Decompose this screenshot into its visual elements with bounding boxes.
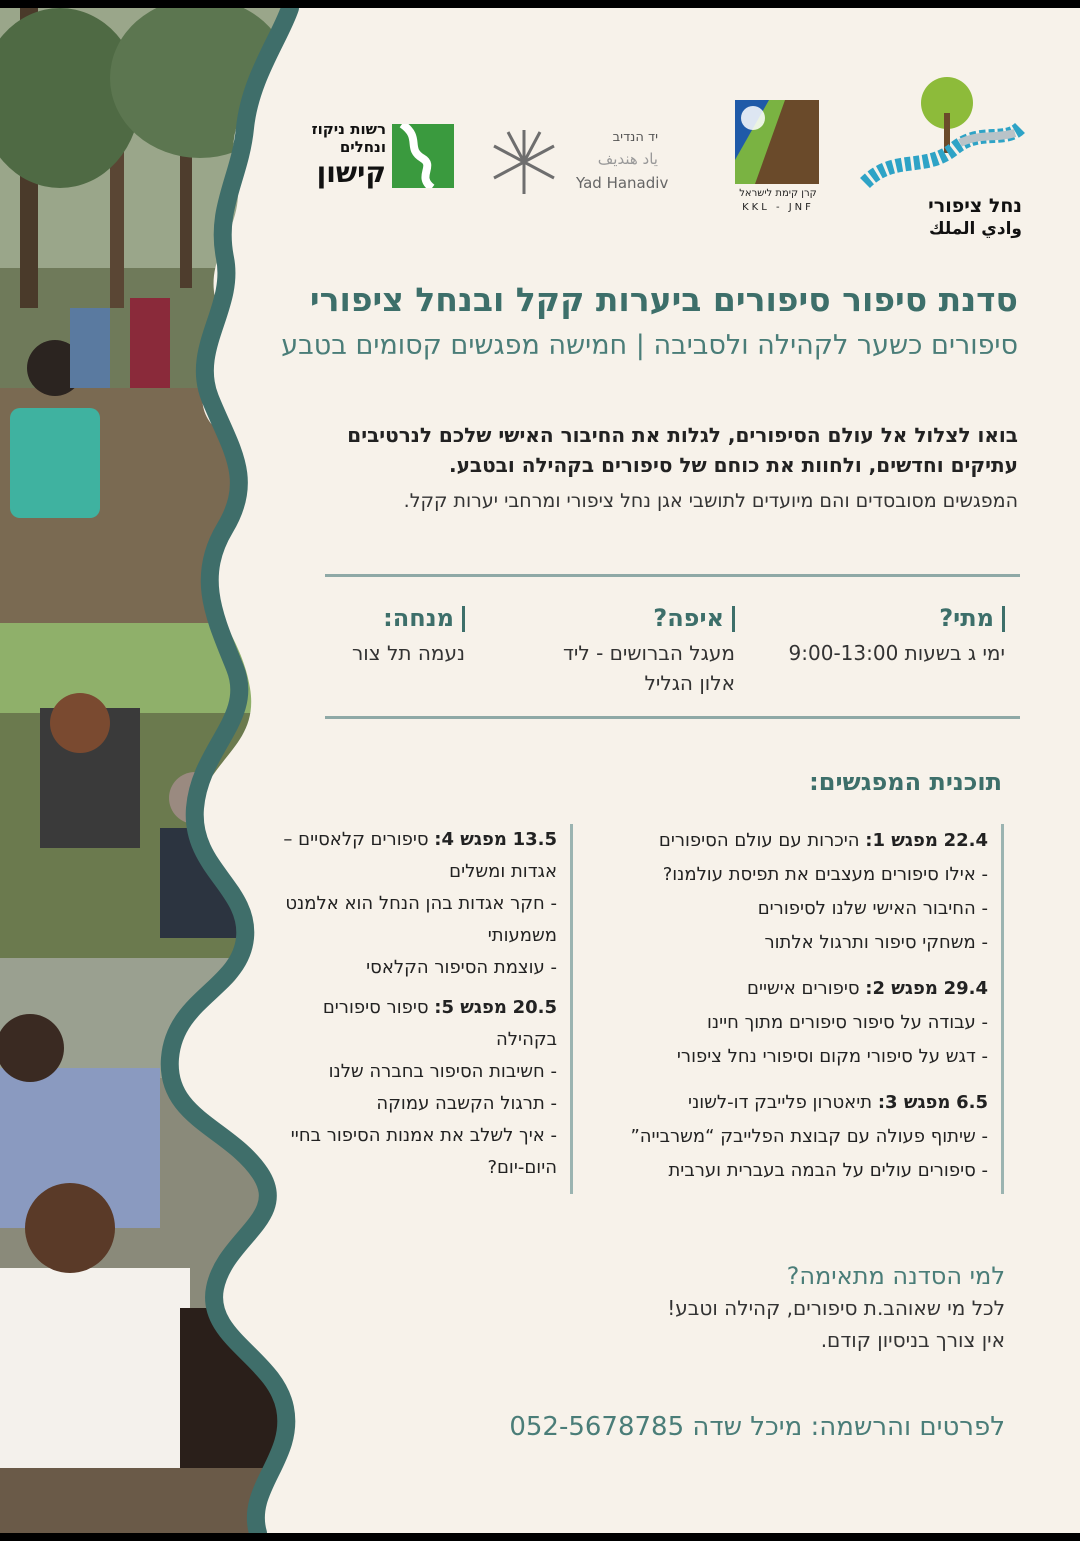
meeting-3-header bbox=[588, 1086, 988, 1120]
meeting-4-topic: סיפורים קלאסיים – bbox=[283, 829, 429, 850]
kishon-logo-line2: ונחלים bbox=[339, 138, 386, 156]
meeting-3 bbox=[588, 1086, 988, 1188]
meeting-2-item: - דגש על סיפורי מקום וסיפורי נחל ציפורי bbox=[676, 1046, 988, 1067]
intro-bold-line1: בואו לצלול אל עולם הסיפורים, לגלות את החיבור האישי שלכם לנרטיבים bbox=[347, 423, 1018, 447]
meeting-5-item: - איך לשלב את אמנות הסיפור בחיי bbox=[290, 1125, 557, 1146]
meeting-2 bbox=[588, 972, 988, 1074]
meeting-5 bbox=[257, 992, 557, 1184]
meeting-1-item: - אילו סיפורים מעצבים את תפיסת עולמנו? bbox=[662, 864, 988, 885]
zippori-logo-text: נחל ציפורי bbox=[928, 195, 1022, 217]
facilitator-label-text: מנחה: bbox=[383, 604, 454, 632]
who-question: למי הסדנה מתאימה? bbox=[786, 1262, 1005, 1290]
meeting-5-date: 20.5 bbox=[512, 997, 557, 1018]
contact-info: לפרטים והרשמה: מיכל שדה 052-5678785 bbox=[509, 1412, 1005, 1442]
when-label-text: מתי? bbox=[939, 604, 994, 632]
wavy-border bbox=[0, 8, 360, 1533]
where-label bbox=[653, 604, 735, 632]
intro-text: המפגשים מסובסדים והם מיועדים לתושבי אגן נחל ציפורי ומרחבי יערות קקל. bbox=[403, 490, 1018, 512]
meeting-4-item: משמעותי bbox=[487, 925, 557, 946]
facilitator-label bbox=[383, 604, 465, 632]
meeting-5-item: היום-יום? bbox=[487, 1157, 557, 1178]
flyer-page bbox=[0, 8, 1080, 1533]
schedule-title: תוכנית המפגשים: bbox=[809, 768, 1002, 796]
page-subtitle: סיפורים כשער לקהילה ולסביבה | חמישה מפגשים קסומים בטבע bbox=[281, 330, 1018, 361]
when-value: ימי ג בשעות 9:00-13:00 bbox=[788, 641, 1005, 665]
meeting-4-item: - עוצמת הסיפור הקלאסי bbox=[366, 957, 557, 978]
meeting-1-topic: היכרות עם עולם הסיפורים bbox=[658, 830, 860, 851]
kishon-logo bbox=[302, 120, 454, 200]
top-black-bar bbox=[0, 0, 1080, 8]
where-value-1: מעגל הברושים - ליד bbox=[562, 641, 735, 665]
meeting-4-date: 13.5 bbox=[512, 829, 557, 850]
meeting-3-topic: תיאטרון פלייבק דו-לשוני bbox=[688, 1092, 873, 1113]
meeting-1 bbox=[588, 824, 988, 960]
kishon-logo-line1: רשות ניקוז bbox=[311, 120, 386, 138]
divider-bottom bbox=[325, 716, 1020, 719]
where-value-2: אלון הגליל bbox=[644, 671, 735, 695]
when-bar-icon bbox=[1002, 606, 1005, 632]
meeting-3-item: - סיפורים עולים על הבמה בעברית וערבית bbox=[668, 1160, 988, 1181]
meeting-3-date: 6.5 bbox=[956, 1092, 988, 1113]
where-label-text: איפה? bbox=[653, 604, 724, 632]
zippori-logo-arabic: وادي الملك bbox=[929, 219, 1022, 239]
meeting-2-header bbox=[588, 972, 988, 1006]
divider-top bbox=[325, 574, 1020, 577]
kkl-logo-hebrew: קרן קימת לישראל bbox=[739, 188, 817, 199]
meeting-4-header bbox=[267, 824, 557, 856]
yad-hanadiv-arabic: ياد هنديف bbox=[597, 150, 658, 168]
meeting-5-item: - חשיבות הסיפור בחברה שלנו bbox=[328, 1061, 557, 1082]
meeting-5-header bbox=[257, 992, 557, 1056]
kkl-logo bbox=[735, 100, 825, 220]
meeting-1-item: - משחקי סיפור ותרגול אלתור bbox=[764, 932, 988, 953]
meeting-2-item: - עבודה על סיפור סיפורים מתוך חיינו bbox=[706, 1012, 988, 1033]
schedule-left-line bbox=[570, 824, 573, 1194]
meeting-2-name: מפגש 2: bbox=[865, 978, 938, 999]
facilitator-value: נעמה תל צור bbox=[351, 641, 465, 665]
schedule-right-line bbox=[1001, 824, 1004, 1194]
yad-hanadiv-english: Yad Hanadiv bbox=[576, 174, 669, 192]
who-answer-2: אין צורך בניסיון קודם. bbox=[820, 1328, 1005, 1352]
facilitator-bar-icon bbox=[462, 606, 465, 632]
kishon-logo-art bbox=[392, 124, 454, 188]
meeting-1-name: מפגש 1: bbox=[865, 830, 938, 851]
meeting-4-name: מפגש 4: bbox=[434, 829, 507, 850]
when-label bbox=[939, 604, 1005, 632]
meeting-1-header bbox=[588, 824, 988, 858]
meeting-4 bbox=[267, 824, 557, 984]
kkl-logo-english: KKL - JNF bbox=[742, 202, 814, 213]
where-bar-icon bbox=[732, 606, 735, 632]
who-answer-1: לכל מי שאוהב.ת סיפורים, קהילה וטבע! bbox=[667, 1296, 1005, 1320]
meeting-3-item: - שיתוף פעולה עם קבוצת הפלייבק “משרבייה” bbox=[630, 1126, 988, 1147]
yad-hanadiv-logo bbox=[488, 126, 678, 206]
yad-hanadiv-hebrew: יד הנדיב bbox=[612, 130, 658, 145]
kishon-logo-line3: קישון bbox=[316, 156, 386, 189]
meeting-4-item: - חקר אגדות בהן הנחל הוא אלמנט bbox=[285, 893, 557, 914]
kkl-logo-art bbox=[735, 100, 819, 184]
meeting-1-date: 22.4 bbox=[943, 830, 988, 851]
intro-bold-line2: עתיקים וחדשים, ולחוות את כוחם של סיפורים בקהילה ובטבע. bbox=[448, 453, 1018, 477]
meeting-5-name: מפגש 5: bbox=[434, 997, 507, 1018]
meeting-3-name: מפגש 3: bbox=[877, 1092, 951, 1113]
meeting-1-item: - החיבור האישי שלנו לסיפורים bbox=[757, 898, 988, 919]
meeting-2-topic: סיפורים אישיים bbox=[747, 978, 860, 999]
zippori-logo bbox=[855, 73, 1030, 243]
meeting-5-item: - תרגול הקשבה עמוקה bbox=[376, 1093, 557, 1114]
yad-hanadiv-emblem bbox=[488, 126, 560, 198]
page-title: סדנת סיפור סיפורים ביערות קקל ובנחל ציפורי bbox=[309, 280, 1018, 319]
meeting-4-topic-cont: אגדות ומשלים bbox=[449, 861, 557, 882]
zippori-logo-art bbox=[855, 73, 1030, 193]
meeting-5-topic: סיפור סיפורים בקהילה bbox=[322, 997, 557, 1050]
meeting-2-date: 29.4 bbox=[943, 978, 988, 999]
